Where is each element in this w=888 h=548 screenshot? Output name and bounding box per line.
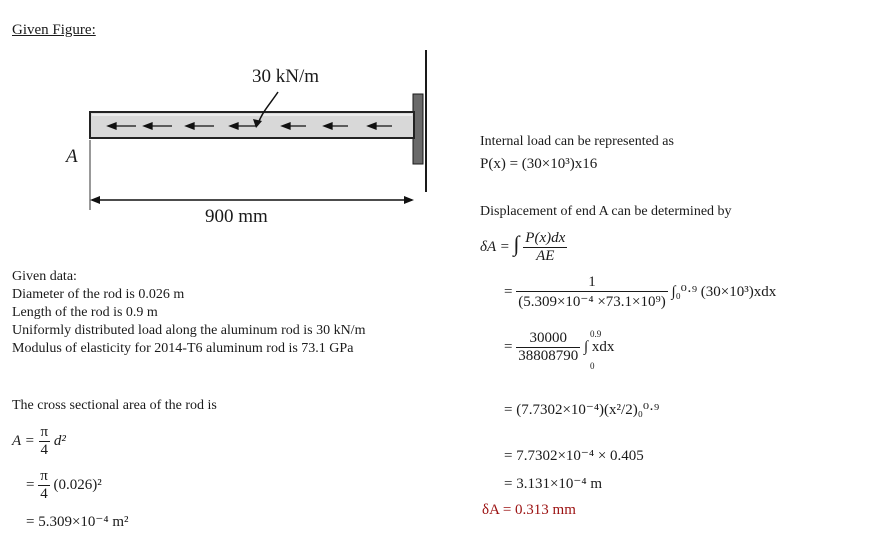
given-title: Given data:: [12, 269, 77, 284]
section-heading: Given Figure:: [12, 22, 96, 38]
point-a-label: A: [66, 146, 78, 167]
step-4: = 7.7302×10⁻⁴ × 0.405: [504, 448, 644, 464]
given-line: Uniformly distributed load along the aluminum rod is 30 kN/m: [12, 323, 366, 338]
displacement-intro: Displacement of end A can be determined by: [480, 204, 732, 219]
length-label: 900 mm: [205, 206, 268, 227]
step-1: = $\frac{1}{\text{(5.309×10⁻⁴ ×73.1×10⁹)}}$ ∫₀⁰·⁹ (30×10³)xdx: [504, 274, 777, 310]
rod: [90, 112, 414, 138]
displacement-eq: δA = ∫ $\frac{P(x)dx}{AE}$: [480, 230, 566, 264]
step-3: = (7.7302×10⁻⁴)(x²/2)₀⁰·⁹: [504, 402, 660, 418]
step-2: = $\frac{30000}{38808790}$ 0.9 0 ∫ xdx: [504, 328, 615, 371]
area-eq-3: = 5.309×10⁻⁴ m²: [26, 514, 129, 530]
given-line: Diameter of the rod is 0.026 m: [12, 287, 185, 302]
internal-load-eq: P(x) = (30×10³)x16: [480, 156, 598, 172]
given-line: Modulus of elasticity for 2014-T6 aluminum rod is 73.1 GPa: [12, 341, 354, 356]
area-intro: The cross sectional area of the rod is: [12, 398, 217, 413]
step-5: = 3.131×10⁻⁴ m: [504, 476, 602, 492]
given-line: Length of the rod is 0.9 m: [12, 305, 158, 320]
load-label: 30 kN/m: [252, 66, 320, 87]
given-data-block: [12, 268, 365, 358]
area-eq-2: = $\frac{\pi}{4}$ (0.026)²: [26, 468, 102, 502]
internal-load-intro: Internal load can be represented as: [480, 134, 674, 149]
area-eq-1: A = $\frac{\pi}{4}$ d²: [12, 424, 66, 458]
result: δA = 0.313 mm: [482, 502, 576, 518]
